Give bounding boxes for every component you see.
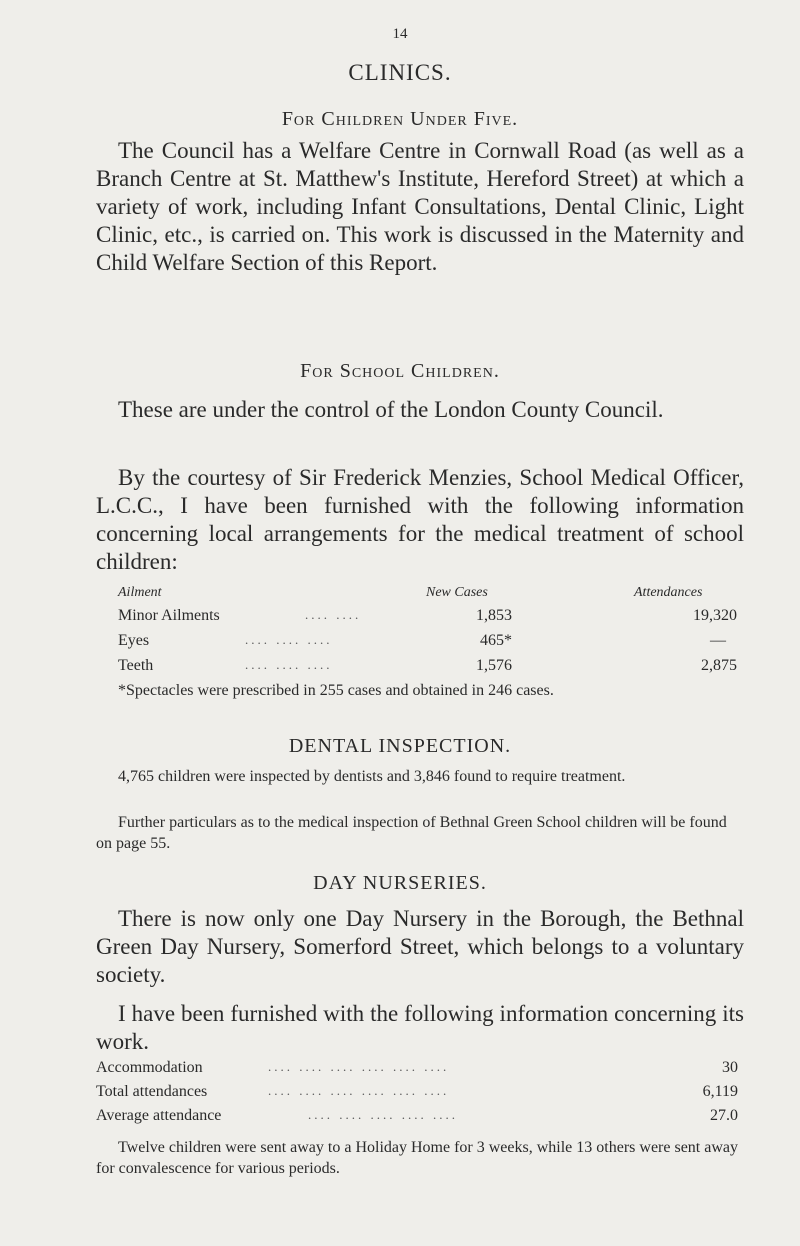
dental-paragraph1: 4,765 children were inspected by dentists and 3,846 found to require treatment. [118,768,626,785]
table-header-ailment: Ailment [118,585,162,600]
day-nurseries-heading: DAY NURSERIES. [313,872,487,894]
school-paragraph2-block [96,464,744,576]
clinics-heading: CLINICS. [348,60,452,85]
school-paragraph1: These are under the control of the London County Council. [118,397,664,422]
stat-value: 30 [722,1059,738,1076]
table-header-attendances: Attendances [634,585,703,600]
nurseries-paragraph2-block [96,1000,744,1056]
stat-label: Accommodation [96,1059,203,1076]
leader-dots: .... .... .... .... .... [308,1107,458,1122]
page-number: 14 [392,26,408,42]
school-paragraph2: By the courtesy of Sir Frederick Menzies, School Medical Officer, L.C.C., I have been furnished with the following information concerning local arrangements for the medical treatment of school children: [96,465,744,574]
nurseries-paragraph1-block [96,905,744,989]
table-row-ailment: Teeth [118,657,154,674]
table-footnote: *Spectacles were prescribed in 255 cases and obtained in 246 cases. [118,682,554,699]
leader-dots: .... .... .... .... .... .... [268,1059,450,1074]
under-five-paragraph: The Council has a Welfare Centre in Cornwall Road (as well as a Branch Centre at St. Matthew's Institute, Hereford Street) at which a variety of work, including Infant Consultations, Dental Clinic, Light Clinic, etc., is carried on. This work is discussed in the Maternity and Child Welfare Section of this Report. [96,138,744,275]
leader-dots: .... .... .... .... .... .... [268,1083,450,1098]
table-row-new-cases: 465* [480,632,512,649]
under-five-subheading: For Children Under Five. [281,108,519,130]
table-row-new-cases: 1,853 [476,607,512,624]
table-row-ailment: Minor Ailments [118,607,220,624]
dental-heading: DENTAL INSPECTION. [288,735,512,757]
nurseries-closing-paragraph: Twelve children were sent away to a Holiday Home for 3 weeks, while 13 others were sent away for convalescence for various periods. [96,1139,738,1177]
table-row-attendances: — [710,632,726,649]
school-children-subheading: For School Children. [300,360,500,382]
leader-dots: .... .... [305,607,362,622]
nurseries-paragraph1: There is now only one Day Nursery in the Borough, the Bethnal Green Day Nursery, Somerford Street, which belongs to a voluntary society. [96,906,744,987]
stat-value: 27.0 [710,1107,738,1124]
table-header-new-cases: New Cases [426,585,488,600]
table-row-attendances: 2,875 [701,657,737,674]
under-five-paragraph-block [96,137,744,277]
stat-value: 6,119 [702,1083,738,1100]
table-row-ailment: Eyes [118,632,150,649]
dental-paragraph2: Further particulars as to the medical inspection of Bethnal Green School children will be found on page 55. [96,814,727,852]
school-paragraph1-block [96,396,744,424]
table-row-new-cases: 1,576 [476,657,512,674]
leader-dots: .... .... .... [245,632,333,647]
nurseries-paragraph2: I have been furnished with the following information concerning its work. [96,1001,744,1054]
table-row-attendances: 19,320 [693,607,737,624]
leader-dots: .... .... .... [245,657,333,672]
stat-label: Total attendances [96,1083,208,1100]
stat-label: Average attendance [96,1107,222,1124]
